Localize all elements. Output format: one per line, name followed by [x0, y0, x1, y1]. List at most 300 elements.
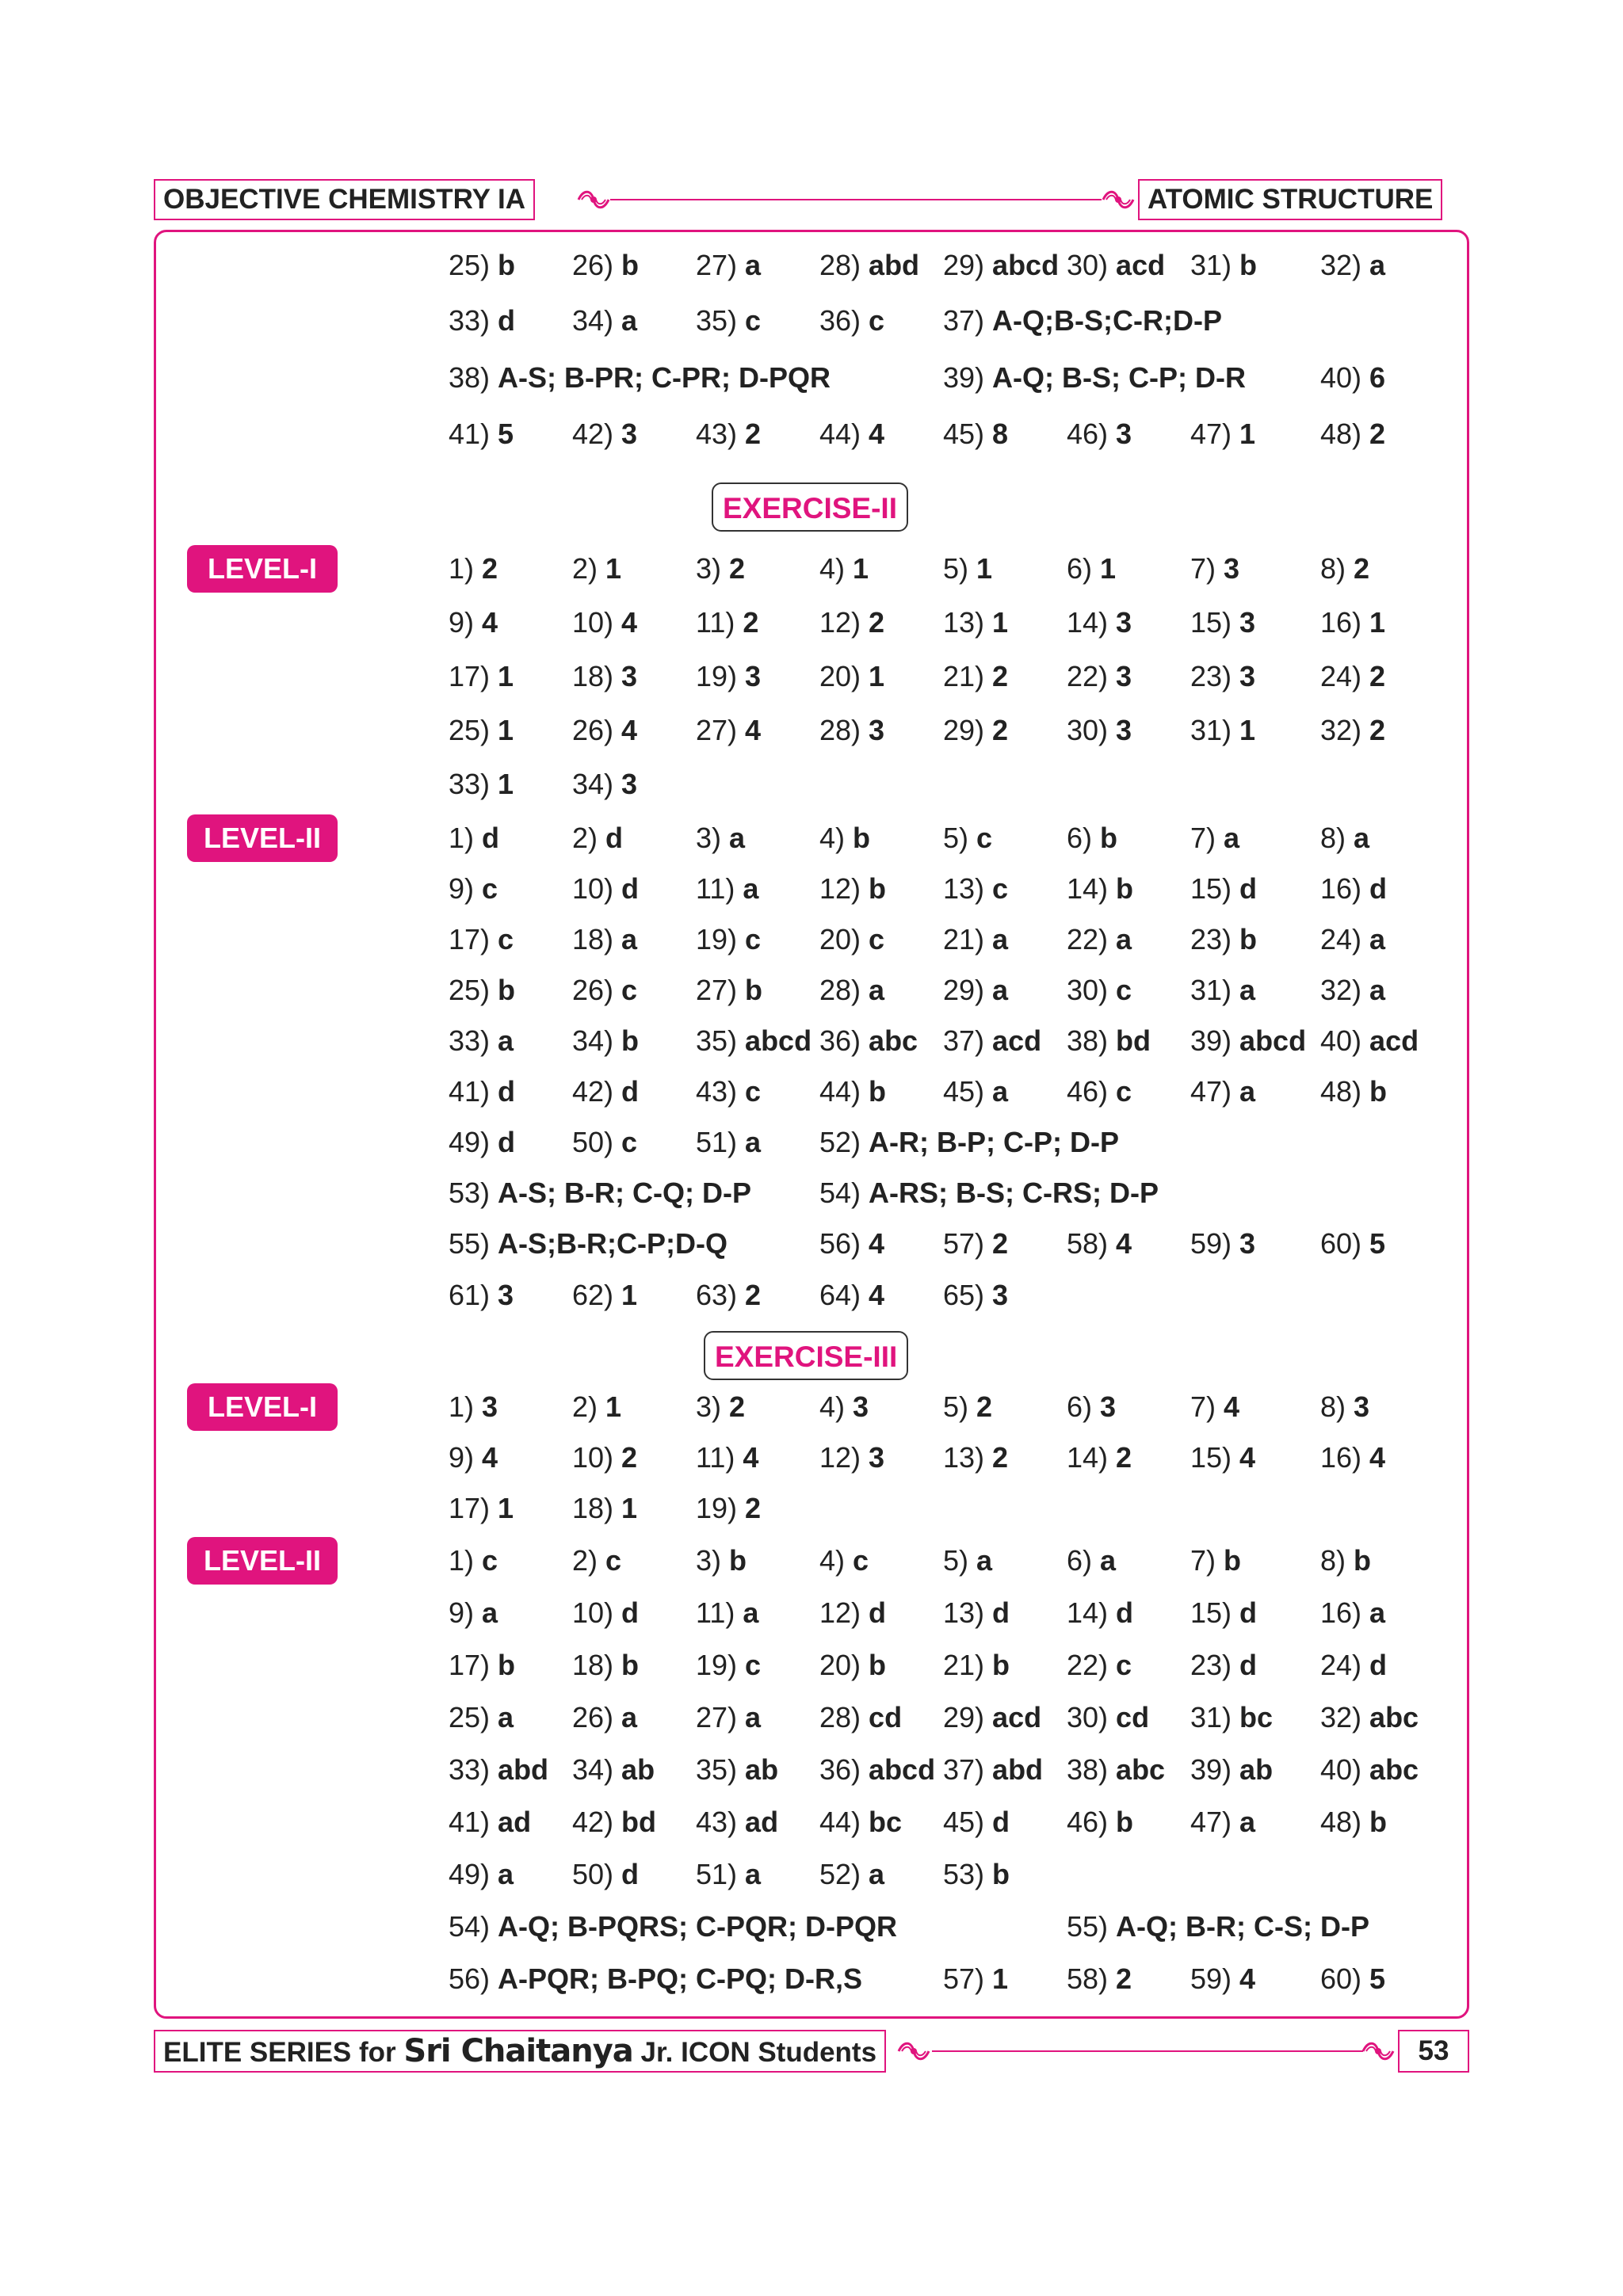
answer-value: b: [1116, 1806, 1134, 1838]
question-number: 12): [819, 1441, 869, 1474]
question-number: 15): [1190, 1596, 1240, 1629]
answer-value: 3: [1116, 606, 1132, 639]
answer-cell: [449, 1068, 515, 1116]
question-number: 9): [449, 872, 483, 905]
book-title: OBJECTIVE CHEMISTRY IA: [163, 184, 526, 215]
question-number: 44): [819, 1806, 869, 1838]
answer-cell: [819, 545, 869, 593]
question-number: 57): [943, 1227, 993, 1260]
answer-value: 2: [1369, 660, 1386, 692]
answer-value: 3: [1354, 1390, 1370, 1423]
question-number: 47): [1190, 1075, 1240, 1108]
question-number: 4): [819, 1390, 854, 1423]
answer-cell: [819, 1220, 884, 1268]
answer-value: 2: [1116, 1441, 1132, 1474]
answer-cell: [819, 1642, 886, 1689]
answer-cell: [696, 1642, 761, 1689]
answer-cell: [943, 1746, 1043, 1794]
question-number: 35): [696, 1753, 746, 1786]
question-number: 31): [1190, 714, 1240, 746]
answer-cell: [1320, 865, 1387, 913]
answer-cell: [449, 653, 514, 700]
question-number: 59): [1190, 1227, 1240, 1260]
answer-cell: [943, 297, 1222, 345]
answer-cell: [1067, 1694, 1149, 1741]
level-badge: LEVEL-I: [187, 1383, 338, 1431]
question-number: 30): [1067, 974, 1117, 1006]
answer-value: 1: [498, 768, 514, 800]
answer-value: b: [1369, 1075, 1388, 1108]
question-number: 43): [696, 418, 746, 450]
answer-value: ad: [498, 1806, 532, 1838]
answer-value: a: [621, 1701, 638, 1733]
answer-cell: [696, 1537, 747, 1585]
question-number: 34): [572, 1024, 622, 1057]
answer-value: 1: [621, 1492, 638, 1524]
question-number: 14): [1067, 1441, 1117, 1474]
answer-value: c: [621, 1126, 638, 1158]
question-number: 15): [1190, 606, 1240, 639]
answer-cell: [819, 1851, 884, 1898]
answer-value: b: [498, 974, 516, 1006]
question-number: 57): [943, 1962, 993, 1995]
answer-value: 3: [482, 1390, 498, 1423]
answer-value: a: [498, 1024, 514, 1057]
question-number: 12): [819, 606, 869, 639]
answer-value: A-RS; B-S; C-RS; D-P: [869, 1177, 1159, 1209]
question-number: 45): [943, 1806, 993, 1838]
answer-value: 2: [743, 606, 759, 639]
question-number: 13): [943, 1596, 993, 1629]
answer-cell: [449, 1017, 514, 1065]
answer-cell: [1320, 707, 1385, 754]
answer-value: d: [1116, 1596, 1134, 1629]
question-number: 28): [819, 249, 869, 281]
answer-cell: [1067, 1955, 1132, 2003]
answer-value: A-R; B-P; C-P; D-P: [869, 1126, 1119, 1158]
answer-cell: [819, 1119, 1119, 1166]
answer-cell: [1190, 599, 1255, 646]
question-number: 50): [572, 1126, 622, 1158]
answer-value: a: [1369, 1596, 1386, 1629]
answer-cell: [943, 1434, 1008, 1482]
question-number: 36): [819, 1024, 869, 1057]
answer-cell: [1190, 1383, 1239, 1431]
answer-cell: [696, 1851, 761, 1898]
question-number: 32): [1320, 714, 1370, 746]
answer-value: ab: [745, 1753, 779, 1786]
question-number: 42): [572, 1806, 622, 1838]
answer-value: a: [745, 1701, 762, 1733]
answer-value: d: [1369, 872, 1388, 905]
answer-cell: [572, 707, 637, 754]
question-number: 28): [819, 974, 869, 1006]
question-number: 50): [572, 1858, 622, 1890]
answer-cell: [1067, 1798, 1133, 1846]
answer-cell: [1190, 1537, 1241, 1585]
answer-cell: [696, 1746, 778, 1794]
answer-cell: [1320, 1220, 1385, 1268]
answer-cell: [819, 1068, 886, 1116]
answer-value: abcd: [745, 1024, 812, 1057]
question-number: 35): [696, 304, 746, 337]
question-number: 21): [943, 1649, 993, 1681]
answer-cell: [572, 1383, 621, 1431]
answer-cell: [1067, 1642, 1132, 1689]
answer-cell: [943, 242, 1059, 289]
answer-value: 2: [1369, 418, 1386, 450]
answer-value: 2: [621, 1441, 638, 1474]
question-number: 45): [943, 418, 993, 450]
question-number: 14): [1067, 1596, 1117, 1629]
answer-value: 1: [498, 660, 514, 692]
question-number: 59): [1190, 1962, 1240, 1995]
answer-cell: [449, 1798, 531, 1846]
question-number: 6): [1067, 552, 1101, 585]
answer-cell: [943, 354, 1246, 402]
answer-cell: [1067, 1903, 1369, 1951]
answer-cell: [449, 916, 514, 963]
answer-cell: [819, 967, 884, 1014]
answer-value: ab: [1239, 1753, 1274, 1786]
answer-value: abc: [1116, 1753, 1166, 1786]
question-number: 3): [696, 552, 730, 585]
question-number: 13): [943, 1441, 993, 1474]
answer-cell: [1320, 814, 1369, 862]
answer-value: a: [1100, 1544, 1117, 1577]
answer-cell: [1067, 599, 1132, 646]
question-number: 39): [1190, 1024, 1240, 1057]
answer-cell: [1067, 1589, 1133, 1637]
answer-value: b: [745, 974, 763, 1006]
question-number: 13): [943, 606, 993, 639]
answer-value: 1: [1369, 606, 1386, 639]
question-number: 14): [1067, 606, 1117, 639]
answer-value: a: [1239, 1806, 1256, 1838]
answer-cell: [572, 1589, 639, 1637]
answer-value: 3: [1116, 660, 1132, 692]
question-number: 37): [943, 1753, 993, 1786]
answer-cell: [696, 967, 762, 1014]
question-number: 7): [1190, 1390, 1224, 1423]
question-number: 24): [1320, 923, 1370, 955]
answer-value: d: [992, 1596, 1010, 1629]
answer-value: acd: [1116, 249, 1166, 281]
answer-value: 1: [605, 1390, 622, 1423]
answer-value: a: [1369, 923, 1386, 955]
answer-value: bd: [1116, 1024, 1151, 1057]
flourish-ornament-icon: [1360, 2033, 1396, 2069]
question-number: 6): [1067, 1544, 1101, 1577]
question-number: 14): [1067, 872, 1117, 905]
answer-cell: [943, 599, 1008, 646]
answer-value: 4: [869, 1279, 885, 1311]
answer-value: c: [976, 822, 993, 854]
answer-cell: [1190, 242, 1257, 289]
answer-cell: [696, 653, 761, 700]
question-number: 5): [943, 822, 977, 854]
question-number: 49): [449, 1858, 498, 1890]
answer-value: c: [869, 304, 885, 337]
answer-value: A-S; B-PR; C-PR; D-PQR: [498, 361, 831, 394]
question-number: 25): [449, 714, 498, 746]
question-number: 41): [449, 1806, 498, 1838]
question-number: 29): [943, 249, 993, 281]
level-badge: LEVEL-I: [187, 545, 338, 593]
answer-value: 3: [745, 660, 762, 692]
answer-value: d: [498, 1075, 516, 1108]
answer-cell: [1320, 1642, 1387, 1689]
answer-cell: [819, 1589, 886, 1637]
question-number: 55): [1067, 1910, 1117, 1943]
answer-cell: [819, 1694, 902, 1741]
question-number: 4): [819, 822, 854, 854]
answer-value: 4: [1239, 1962, 1256, 1995]
question-number: 64): [819, 1279, 869, 1311]
question-number: 16): [1320, 1441, 1370, 1474]
answer-value: acd: [992, 1701, 1042, 1733]
question-number: 47): [1190, 1806, 1240, 1838]
answer-cell: [943, 967, 1008, 1014]
answer-cell: [572, 242, 639, 289]
answer-cell: [1190, 1589, 1257, 1637]
question-number: 27): [696, 974, 746, 1006]
answer-cell: [819, 1272, 884, 1319]
question-number: 51): [696, 1126, 746, 1158]
answer-value: 4: [1224, 1390, 1240, 1423]
answer-value: a: [1239, 1075, 1256, 1108]
answer-cell: [449, 1589, 498, 1637]
answer-cell: [572, 1642, 639, 1689]
answer-value: 1: [605, 552, 622, 585]
answer-cell: [449, 1383, 498, 1431]
answer-cell: [943, 1017, 1041, 1065]
question-number: 46): [1067, 418, 1117, 450]
answer-value: abc: [1369, 1753, 1419, 1786]
answer-cell: [1190, 1798, 1255, 1846]
answer-cell: [1320, 967, 1385, 1014]
answer-cell: [1320, 1955, 1385, 2003]
question-number: 1): [449, 552, 483, 585]
answer-value: b: [729, 1544, 747, 1577]
question-number: 25): [449, 1701, 498, 1733]
answer-value: 4: [1116, 1227, 1132, 1260]
answer-value: d: [498, 304, 516, 337]
question-number: 28): [819, 1701, 869, 1733]
question-number: 46): [1067, 1075, 1117, 1108]
footer-suffix: Jr. ICON Students: [640, 2037, 877, 2068]
answer-value: b: [498, 249, 516, 281]
question-number: 3): [696, 1390, 730, 1423]
answer-value: abcd: [1239, 1024, 1307, 1057]
answer-value: c: [853, 1544, 869, 1577]
answer-cell: [943, 1220, 1008, 1268]
answer-cell: [1067, 1017, 1151, 1065]
answer-value: c: [745, 1075, 762, 1108]
answer-cell: [449, 354, 831, 402]
question-number: 7): [1190, 822, 1224, 854]
question-number: 20): [819, 1649, 869, 1681]
question-number: 22): [1067, 923, 1117, 955]
page-number: [1398, 2030, 1469, 2073]
answer-value: 4: [482, 606, 498, 639]
answer-value: a: [992, 923, 1009, 955]
question-number: 16): [1320, 606, 1370, 639]
answer-cell: [943, 916, 1008, 963]
answer-cell: [572, 410, 637, 458]
question-number: 9): [449, 1596, 483, 1629]
chapter-title: ATOMIC STRUCTURE: [1148, 184, 1434, 215]
answer-cell: [1190, 707, 1255, 754]
answer-value: d: [1369, 1649, 1388, 1681]
answer-cell: [449, 599, 498, 646]
answer-value: a: [992, 974, 1009, 1006]
question-number: 31): [1190, 1701, 1240, 1733]
answer-value: 2: [992, 1227, 1009, 1260]
question-number: 44): [819, 418, 869, 450]
answer-cell: [943, 1537, 992, 1585]
answer-cell: [449, 1642, 515, 1689]
question-number: 19): [696, 660, 746, 692]
answer-cell: [572, 545, 621, 593]
answer-value: 2: [1354, 552, 1370, 585]
answer-cell: [1067, 1434, 1132, 1482]
question-number: 29): [943, 1701, 993, 1733]
answer-cell: [696, 1694, 761, 1741]
answer-cell: [572, 297, 637, 345]
answer-cell: [696, 410, 761, 458]
question-number: 39): [943, 361, 993, 394]
answer-cell: [943, 1694, 1041, 1741]
question-number: 38): [1067, 1753, 1117, 1786]
answer-cell: [572, 865, 639, 913]
answer-value: a: [498, 1858, 514, 1890]
answer-cell: [696, 814, 745, 862]
answer-value: a: [729, 822, 746, 854]
footer-prefix: ELITE SERIES for: [163, 2037, 396, 2068]
answer-value: 1: [853, 552, 869, 585]
question-number: 10): [572, 1441, 622, 1474]
question-number: 25): [449, 249, 498, 281]
question-number: 10): [572, 1596, 622, 1629]
question-number: 17): [449, 660, 498, 692]
answer-cell: [943, 1642, 1010, 1689]
answer-value: a: [1239, 974, 1256, 1006]
header-left-title: [154, 179, 535, 220]
answer-cell: [1320, 1068, 1387, 1116]
answer-cell: [572, 814, 623, 862]
question-number: 24): [1320, 1649, 1370, 1681]
question-number: 5): [943, 552, 977, 585]
question-number: 5): [943, 1390, 977, 1423]
question-number: 58): [1067, 1962, 1117, 1995]
answer-cell: [1190, 1220, 1255, 1268]
question-number: 33): [449, 1024, 498, 1057]
question-number: 32): [1320, 1701, 1370, 1733]
answer-value: c: [482, 872, 498, 905]
question-number: 30): [1067, 1701, 1117, 1733]
exercise-heading: EXERCISE-III: [704, 1331, 908, 1380]
question-number: 6): [1067, 822, 1101, 854]
question-number: 37): [943, 304, 993, 337]
question-number: 9): [449, 1441, 483, 1474]
question-number: 27): [696, 1701, 746, 1733]
answer-cell: [572, 1485, 637, 1532]
question-number: 54): [819, 1177, 869, 1209]
question-number: 25): [449, 974, 498, 1006]
answer-cell: [696, 1272, 761, 1319]
question-number: 52): [819, 1858, 869, 1890]
answer-value: 4: [869, 418, 885, 450]
answer-cell: [1190, 865, 1257, 913]
answer-cell: [819, 814, 870, 862]
question-number: 12): [819, 872, 869, 905]
question-number: 35): [696, 1024, 746, 1057]
answer-value: c: [1116, 1075, 1132, 1108]
answer-cell: [819, 410, 884, 458]
answer-cell: [1067, 707, 1132, 754]
question-number: 8): [1320, 822, 1354, 854]
answer-value: b: [621, 1649, 640, 1681]
answer-cell: [572, 1119, 637, 1166]
question-number: 49): [449, 1126, 498, 1158]
answer-value: 3: [1239, 1227, 1256, 1260]
answer-cell: [572, 653, 637, 700]
answer-value: 4: [1369, 1441, 1386, 1474]
answer-cell: [1190, 1068, 1255, 1116]
answer-cell: [1067, 410, 1132, 458]
answer-value: c: [498, 923, 514, 955]
question-number: 2): [572, 822, 606, 854]
question-number: 45): [943, 1075, 993, 1108]
question-number: 19): [696, 1649, 746, 1681]
answer-cell: [1320, 410, 1385, 458]
answer-cell: [572, 1851, 639, 1898]
answer-cell: [449, 1903, 897, 1951]
question-number: 29): [943, 974, 993, 1006]
question-number: 22): [1067, 660, 1117, 692]
answer-cell: [1190, 1955, 1255, 2003]
answer-value: 3: [1239, 606, 1256, 639]
question-number: 55): [449, 1227, 498, 1260]
question-number: 38): [449, 361, 498, 394]
answer-cell: [1190, 545, 1239, 593]
question-number: 37): [943, 1024, 993, 1057]
question-number: 16): [1320, 872, 1370, 905]
answer-cell: [696, 545, 745, 593]
answer-value: d: [621, 1075, 640, 1108]
answer-cell: [1190, 1694, 1273, 1741]
answer-cell: [449, 1434, 498, 1482]
question-number: 11): [696, 1596, 743, 1629]
question-number: 4): [819, 552, 854, 585]
answer-value: b: [621, 249, 640, 281]
answer-cell: [943, 1068, 1008, 1116]
answer-value: 4: [869, 1227, 885, 1260]
question-number: 19): [696, 923, 746, 955]
answer-value: a: [498, 1701, 514, 1733]
answer-cell: [696, 1119, 761, 1166]
answer-cell: [696, 599, 758, 646]
question-number: 32): [1320, 974, 1370, 1006]
answer-value: 1: [1100, 552, 1117, 585]
question-number: 36): [819, 1753, 869, 1786]
question-number: 17): [449, 1492, 498, 1524]
answer-value: a: [869, 974, 885, 1006]
answer-cell: [696, 1434, 758, 1482]
level-badge: LEVEL-II: [187, 814, 338, 862]
question-number: 15): [1190, 1441, 1240, 1474]
